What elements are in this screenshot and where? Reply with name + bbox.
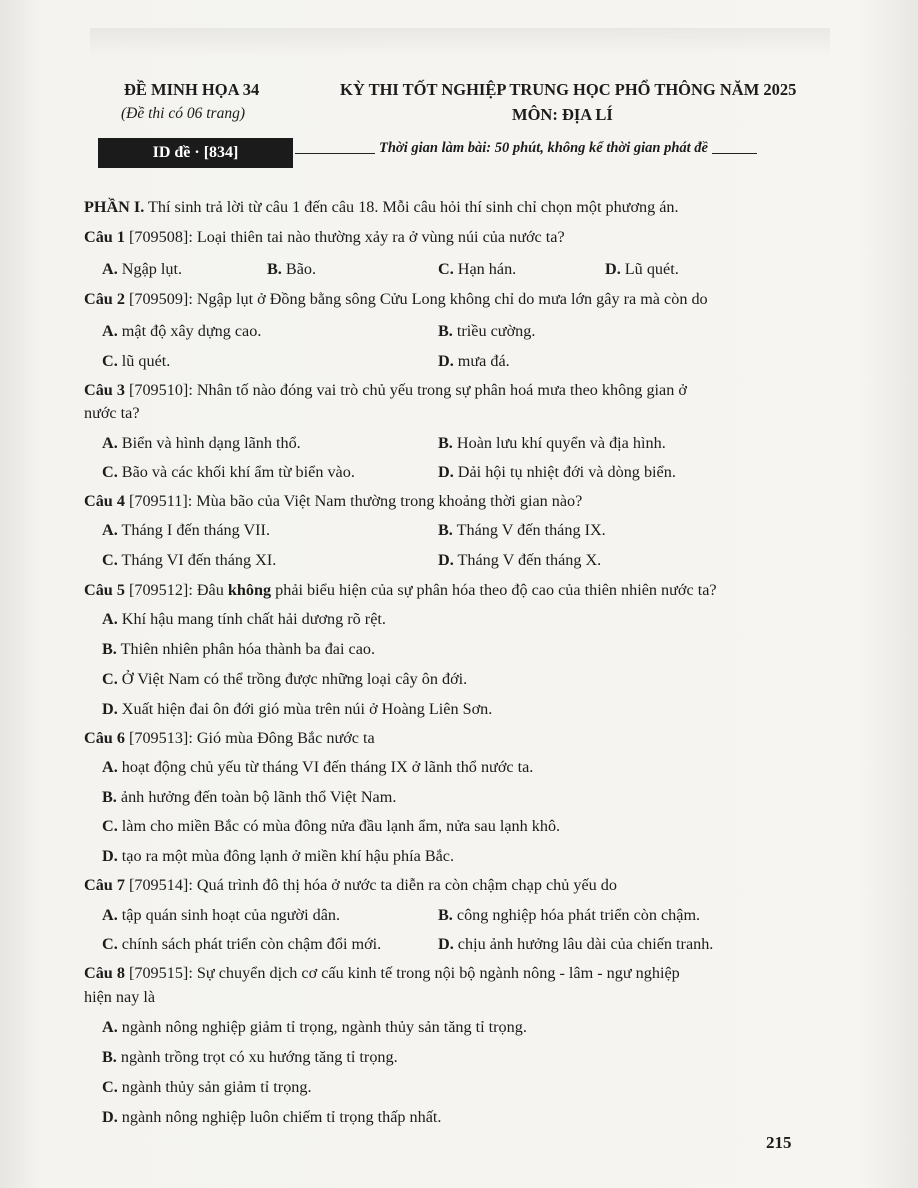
option-1c: C. Hạn hán. <box>438 260 517 278</box>
option-2c: C. lũ quét. <box>102 352 171 370</box>
subject-title: MÔN: ĐỊA LÍ <box>512 105 613 124</box>
option-3c: C. Bão và các khối khí ẩm từ biển vào. <box>102 463 355 481</box>
option-6d: D. tạo ra một mùa đông lạnh ở miền khí hậu phía Bắc. <box>102 847 455 865</box>
option-8a: A. ngành nông nghiệp giảm tỉ trọng, ngành thủy sản tăng tỉ trọng. <box>102 1018 527 1036</box>
page-number: 215 <box>766 1133 792 1152</box>
option-4a: A. Tháng I đến tháng VII. <box>102 521 270 539</box>
option-3d: D. Dải hội tụ nhiệt đới và dòng biển. <box>438 463 676 481</box>
option-8d: D. ngành nông nghiệp luôn chiếm tỉ trọng thấp nhất. <box>102 1108 442 1126</box>
time-note: Thời gian làm bài: 50 phút, không kể thời gian phát đề <box>375 140 712 157</box>
option-4b: B. Tháng V đến tháng IX. <box>438 521 606 539</box>
option-6c: C. làm cho miền Bắc có mùa đông nửa đầu lạnh ẩm, nửa sau lạnh khô. <box>102 817 561 835</box>
question-3: Câu 3 [709510]: Nhân tố nào đóng vai trò chủ yếu trong sự phân hoá mưa theo không gian ở <box>84 381 687 399</box>
option-4d: D. Tháng V đến tháng X. <box>438 551 602 569</box>
exam-id-box: ID đề · [834] <box>98 138 293 168</box>
bleed-through-shadow <box>90 28 830 56</box>
option-5a: A. Khí hậu mang tính chất hải dương rõ rệt. <box>102 610 386 628</box>
question-8: Câu 8 [709515]: Sự chuyển dịch cơ cấu kinh tế trong nội bộ ngành nông - lâm - ngư nghiệp <box>84 964 680 982</box>
question-text: [709508]: Loại thiên tai nào thường xảy ra ở vùng núi của nước ta? <box>124 228 565 246</box>
option-8c: C. ngành thủy sản giảm tỉ trọng. <box>102 1078 312 1096</box>
option-6a: A. hoạt động chủ yếu từ tháng VI đến tháng IX ở lãnh thổ nước ta. <box>102 758 534 776</box>
pages-note: (Đề thi có 06 trang) <box>121 105 245 122</box>
option-4c: C. Tháng VI đến tháng XI. <box>102 551 277 569</box>
option-2a: A. mật độ xây dựng cao. <box>102 322 262 340</box>
question-6: Câu 6 [709513]: Gió mùa Đông Bắc nước ta <box>84 729 375 747</box>
option-3a: A. Biển và hình dạng lãnh thổ. <box>102 434 301 452</box>
question-7: Câu 7 [709514]: Quá trình đô thị hóa ở nước ta diễn ra còn chậm chạp chủ yếu do <box>84 876 617 894</box>
option-2d: D. mưa đá. <box>438 352 510 370</box>
option-1b: B. Bão. <box>267 260 317 278</box>
section-instruction <box>84 198 679 217</box>
option-7d: D. chịu ảnh hưởng lâu dài của chiến tranh. <box>438 935 714 953</box>
section-text: Thí sinh trả lời từ câu 1 đến câu 18. Mỗi câu hỏi thí sinh chỉ chọn một phương án. <box>144 198 679 216</box>
exam-code: ĐỀ MINH HỌA 34 <box>124 80 260 99</box>
question-label: Câu 1 <box>84 228 125 246</box>
question-1 <box>84 228 565 247</box>
option-2b: B. triều cường. <box>438 322 536 340</box>
question-4: Câu 4 [709511]: Mùa bão của Việt Nam thường trong khoảng thời gian nào? <box>84 492 583 510</box>
option-7b: B. công nghiệp hóa phát triển còn chậm. <box>438 906 701 924</box>
question-3-cont: nước ta? <box>84 404 140 422</box>
option-1a: A. Ngập lụt. <box>102 260 183 278</box>
option-7a: A. tập quán sinh hoạt của người dân. <box>102 906 341 924</box>
option-5b: B. Thiên nhiên phân hóa thành ba đai cao. <box>102 640 376 658</box>
question-5: Câu 5 [709512]: Đâu không phải biểu hiện của sự phân hóa theo độ cao của thiên nhiên nước ta? <box>84 581 717 599</box>
option-5c: C. Ở Việt Nam có thể trồng được những loại cây ôn đới. <box>102 670 468 688</box>
option-7c: C. chính sách phát triển còn chậm đổi mới. <box>102 935 382 953</box>
exam-title: KỲ THI TỐT NGHIỆP TRUNG HỌC PHỔ THÔNG NĂM 2025 <box>340 80 797 99</box>
option-6b: B. ảnh hưởng đến toàn bộ lãnh thổ Việt Nam. <box>102 788 397 806</box>
option-1d: D. Lũ quét. <box>605 260 679 278</box>
question-2: Câu 2 [709509]: Ngập lụt ở Đồng bằng sông Cửu Long không chỉ do mưa lớn gây ra mà còn do <box>84 290 708 308</box>
option-8b: B. ngành trồng trọt có xu hướng tăng tỉ trọng. <box>102 1048 398 1066</box>
option-3b: B. Hoàn lưu khí quyển và địa hình. <box>438 434 666 452</box>
option-5d: D. Xuất hiện đai ôn đới gió mùa trên núi ở Hoàng Liên Sơn. <box>102 700 493 718</box>
section-title: PHẦN I. <box>84 198 145 216</box>
question-8-cont: hiện nay là <box>84 988 156 1006</box>
